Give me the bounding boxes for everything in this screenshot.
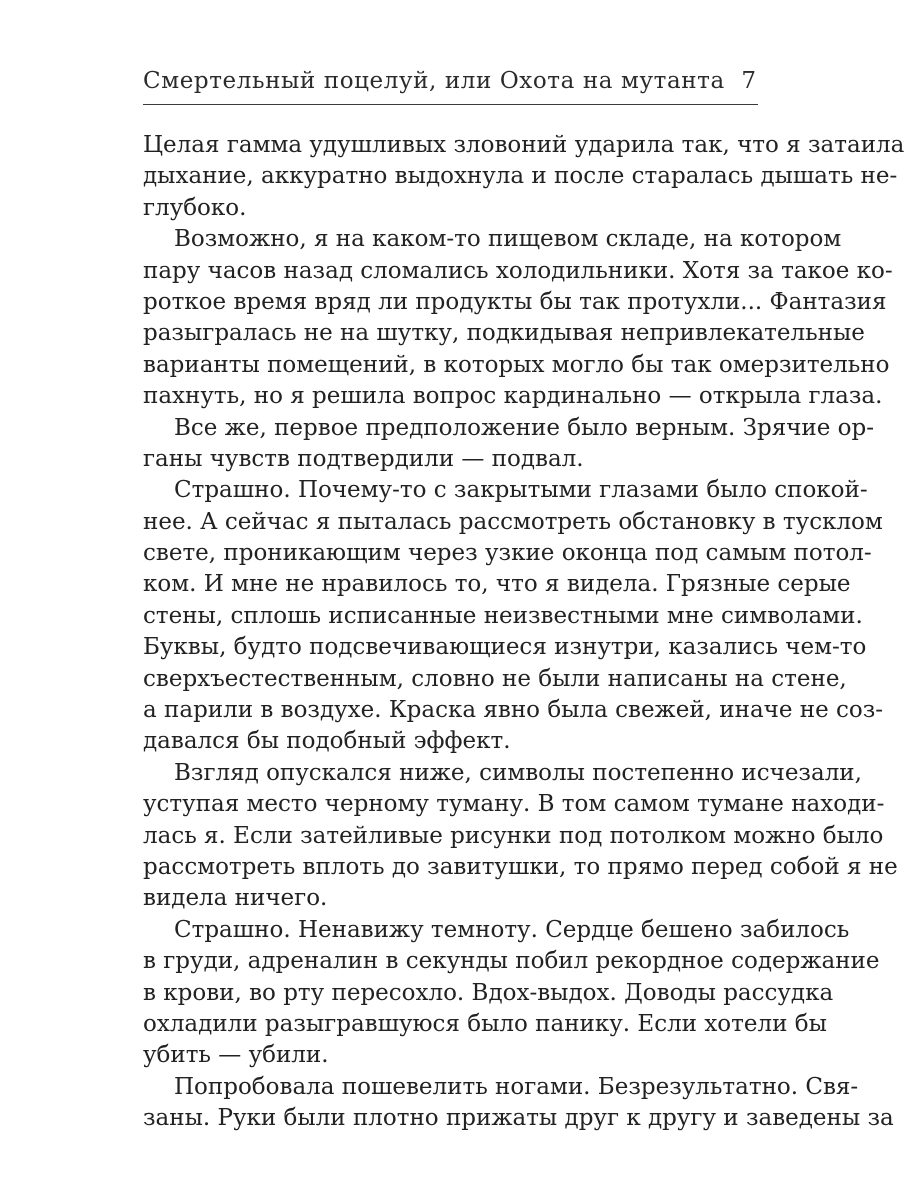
text-line: заны. Руки были плотно прижаты друг к другу и заведены за (143, 1105, 894, 1132)
text-line: пахнуть, но я решила вопрос кардинально — открыла глаза. (143, 383, 883, 410)
running-title: Смертельный поцелуй, или Охота на мутанта (143, 68, 725, 94)
text-line: видела ничего. (143, 885, 328, 912)
text-line: свете, проникающим через узкие оконца под самым потол- (143, 540, 872, 567)
text-line: сверхъестественным, словно не были написаны на стене, (143, 665, 847, 692)
text-line: глубоко. (143, 194, 247, 221)
text-line: разыгралась не на шутку, подкидывая непривлекательные (143, 320, 865, 347)
text-line: Взгляд опускался ниже, символы постепенно исчезали, (174, 759, 862, 786)
page-number: 7 (741, 68, 756, 94)
text-line: давался бы подобный эффект. (143, 728, 511, 755)
text-line: а парили в воздухе. Краска явно была свежей, иначе не соз- (143, 697, 884, 724)
text-line: охладили разыгравшуюся было панику. Если хотели бы (143, 1010, 827, 1037)
text-line: Страшно. Почему-то с закрытыми глазами было спокой- (174, 477, 868, 504)
text-line: варианты помещений, в которых могло бы так омерзительно (143, 351, 890, 378)
text-line: Возможно, я на каком-то пищевом складе, на котором (174, 226, 842, 253)
text-line: стены, сплошь исписанные неизвестными мне символами. (143, 602, 863, 629)
text-line: Страшно. Ненавижу темноту. Сердце бешено забилось (174, 916, 850, 943)
text-line: роткое время вряд ли продукты бы так протухли... Фантазия (143, 288, 887, 315)
header-rule (143, 104, 758, 105)
text-line: ганы чувств подтвердили — подвал. (143, 445, 584, 472)
text-line: Попробовала пошевелить ногами. Безрезультатно. Свя- (174, 1073, 859, 1100)
text-line: ком. И мне не нравилось то, что я видела. Грязные серые (143, 571, 851, 598)
text-line: лась я. Если затейливые рисунки под потолком можно было (143, 822, 884, 849)
text-line: дыхание, аккуратно выдохнула и после старалась дышать не- (143, 163, 898, 190)
text-line: рассмотреть вплоть до завитушки, то прямо перед собой я не (143, 853, 898, 880)
running-header (143, 64, 758, 104)
text-line: Все же, первое предположение было верным. Зрячие ор- (174, 414, 875, 441)
text-line: в крови, во рту пересохло. Вдох-выдох. Доводы рассудка (143, 979, 834, 1006)
text-line: нее. А сейчас я пыталась рассмотреть обстановку в тусклом (143, 508, 883, 535)
text-line: убить — убили. (143, 1042, 329, 1069)
text-line: Буквы, будто подсвечивающиеся изнутри, казались чем-то (143, 634, 867, 661)
text-line: пару часов назад сломались холодильники. Хотя за такое ко- (143, 257, 893, 284)
body-text (143, 130, 904, 1135)
text-line: уступая место черному туману. В том самом тумане находи- (143, 791, 885, 818)
text-line: в груди, адреналин в секунды побил рекордное содержание (143, 948, 880, 975)
text-line: Целая гамма удушливых зловоний ударила так, что я затаила (143, 132, 904, 158)
